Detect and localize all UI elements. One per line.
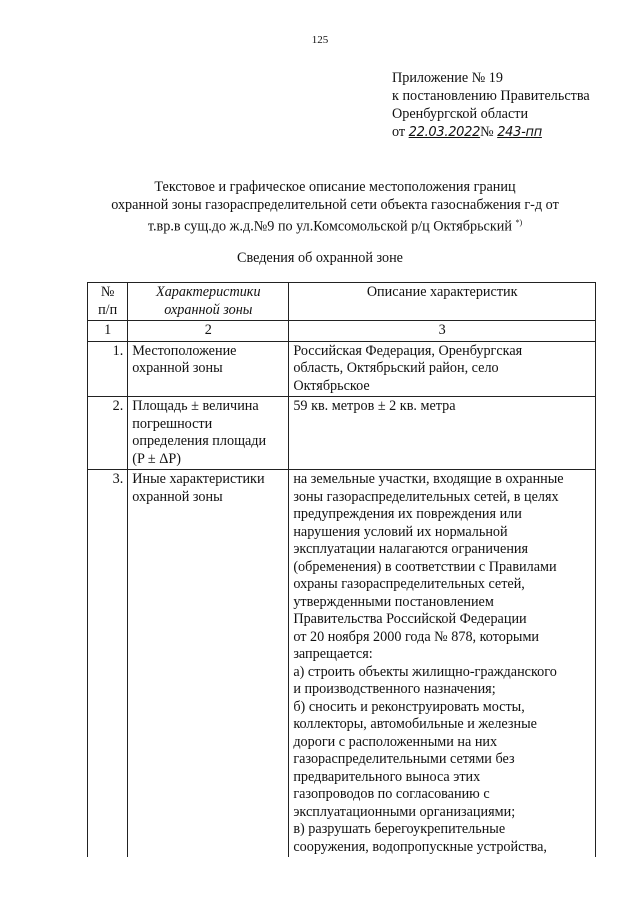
table-row [88, 470, 596, 858]
document-title [60, 179, 610, 236]
appendix-line-2: к постановлению Правительства [392, 88, 590, 104]
appendix-line-1: Приложение № 19 [392, 70, 503, 86]
row-number: 2. [88, 397, 128, 470]
header-characteristic: Характеристики охранной зоны [128, 283, 289, 321]
table-row [88, 397, 596, 470]
zone-table [87, 282, 596, 857]
table-header-row [88, 283, 596, 321]
row-description: на земельные участки, входящие в охранные зоны газораспределительных сетей, в целях предупреждения их повреждения или нарушения условий их нормальной эксплуатации налагаются ограничения (обременения) в соответствии с Правилами охраны газораспределительных сетей, утвержденными постановлением Правительства Российской Федерации от 20 ноября 2000 года № 878, которыми запрещается: а) строить объекты жилищно-гражданского и производственного назначения; б) сносить и реконструировать мосты, коллекторы, автомобильные и железные дороги с расположенными на них газораспределительными сетями без предварительного выноса этих газопроводов по согласованию с эксплуатационными организациями; в) разрушать берегоукрепительные сооружения, водопропускные устройства, [289, 470, 596, 858]
appendix-line-3: Оренбургской области [392, 106, 529, 122]
appendix-number: 243-пп [497, 125, 542, 140]
title-line-1: Текстовое и графическое описание местоположения границ [154, 179, 516, 195]
header-num: № п/п [88, 283, 128, 321]
column-number-row [88, 321, 596, 342]
row-number: 3. [88, 470, 128, 858]
row-description: 59 кв. метров ± 2 кв. метра [289, 397, 596, 470]
row-characteristic: Площадь ± величина погрешности определения площади (P ± ΔP) [128, 397, 289, 470]
row-description: Российская Федерация, Оренбургская область, Октябрьский район, село Октябрьское [289, 341, 596, 397]
title-line-3 [60, 214, 610, 236]
row-number: 1. [88, 341, 128, 397]
appendix-date-line [392, 123, 590, 142]
column-number-2: 2 [128, 321, 289, 342]
appendix-block [392, 69, 590, 142]
row-characteristic: Местоположение охранной зоны [128, 341, 289, 397]
column-number-3: 3 [289, 321, 596, 342]
appendix-number-sign: № [480, 124, 494, 140]
appendix-date: 22.03.2022 [408, 125, 481, 140]
title-line-3-text: т.вр.в сущ.до ж.д.№9 по ул.Комсомольской р/ц Октябрьский [147, 218, 512, 235]
page-number: 125 [311, 34, 329, 46]
header-description: Описание характеристик [289, 283, 596, 321]
appendix-from: от [392, 124, 406, 140]
title-line-2: охранной зоны газораспределительной сети объекта газоснабжения г-д от [111, 196, 559, 213]
footnote-mark: *) [515, 218, 523, 227]
column-number-1: 1 [88, 321, 128, 342]
table-row [88, 341, 596, 397]
row-characteristic: Иные характеристики охранной зоны [128, 470, 289, 858]
section-subtitle: Сведения об охранной зоне [237, 250, 403, 266]
